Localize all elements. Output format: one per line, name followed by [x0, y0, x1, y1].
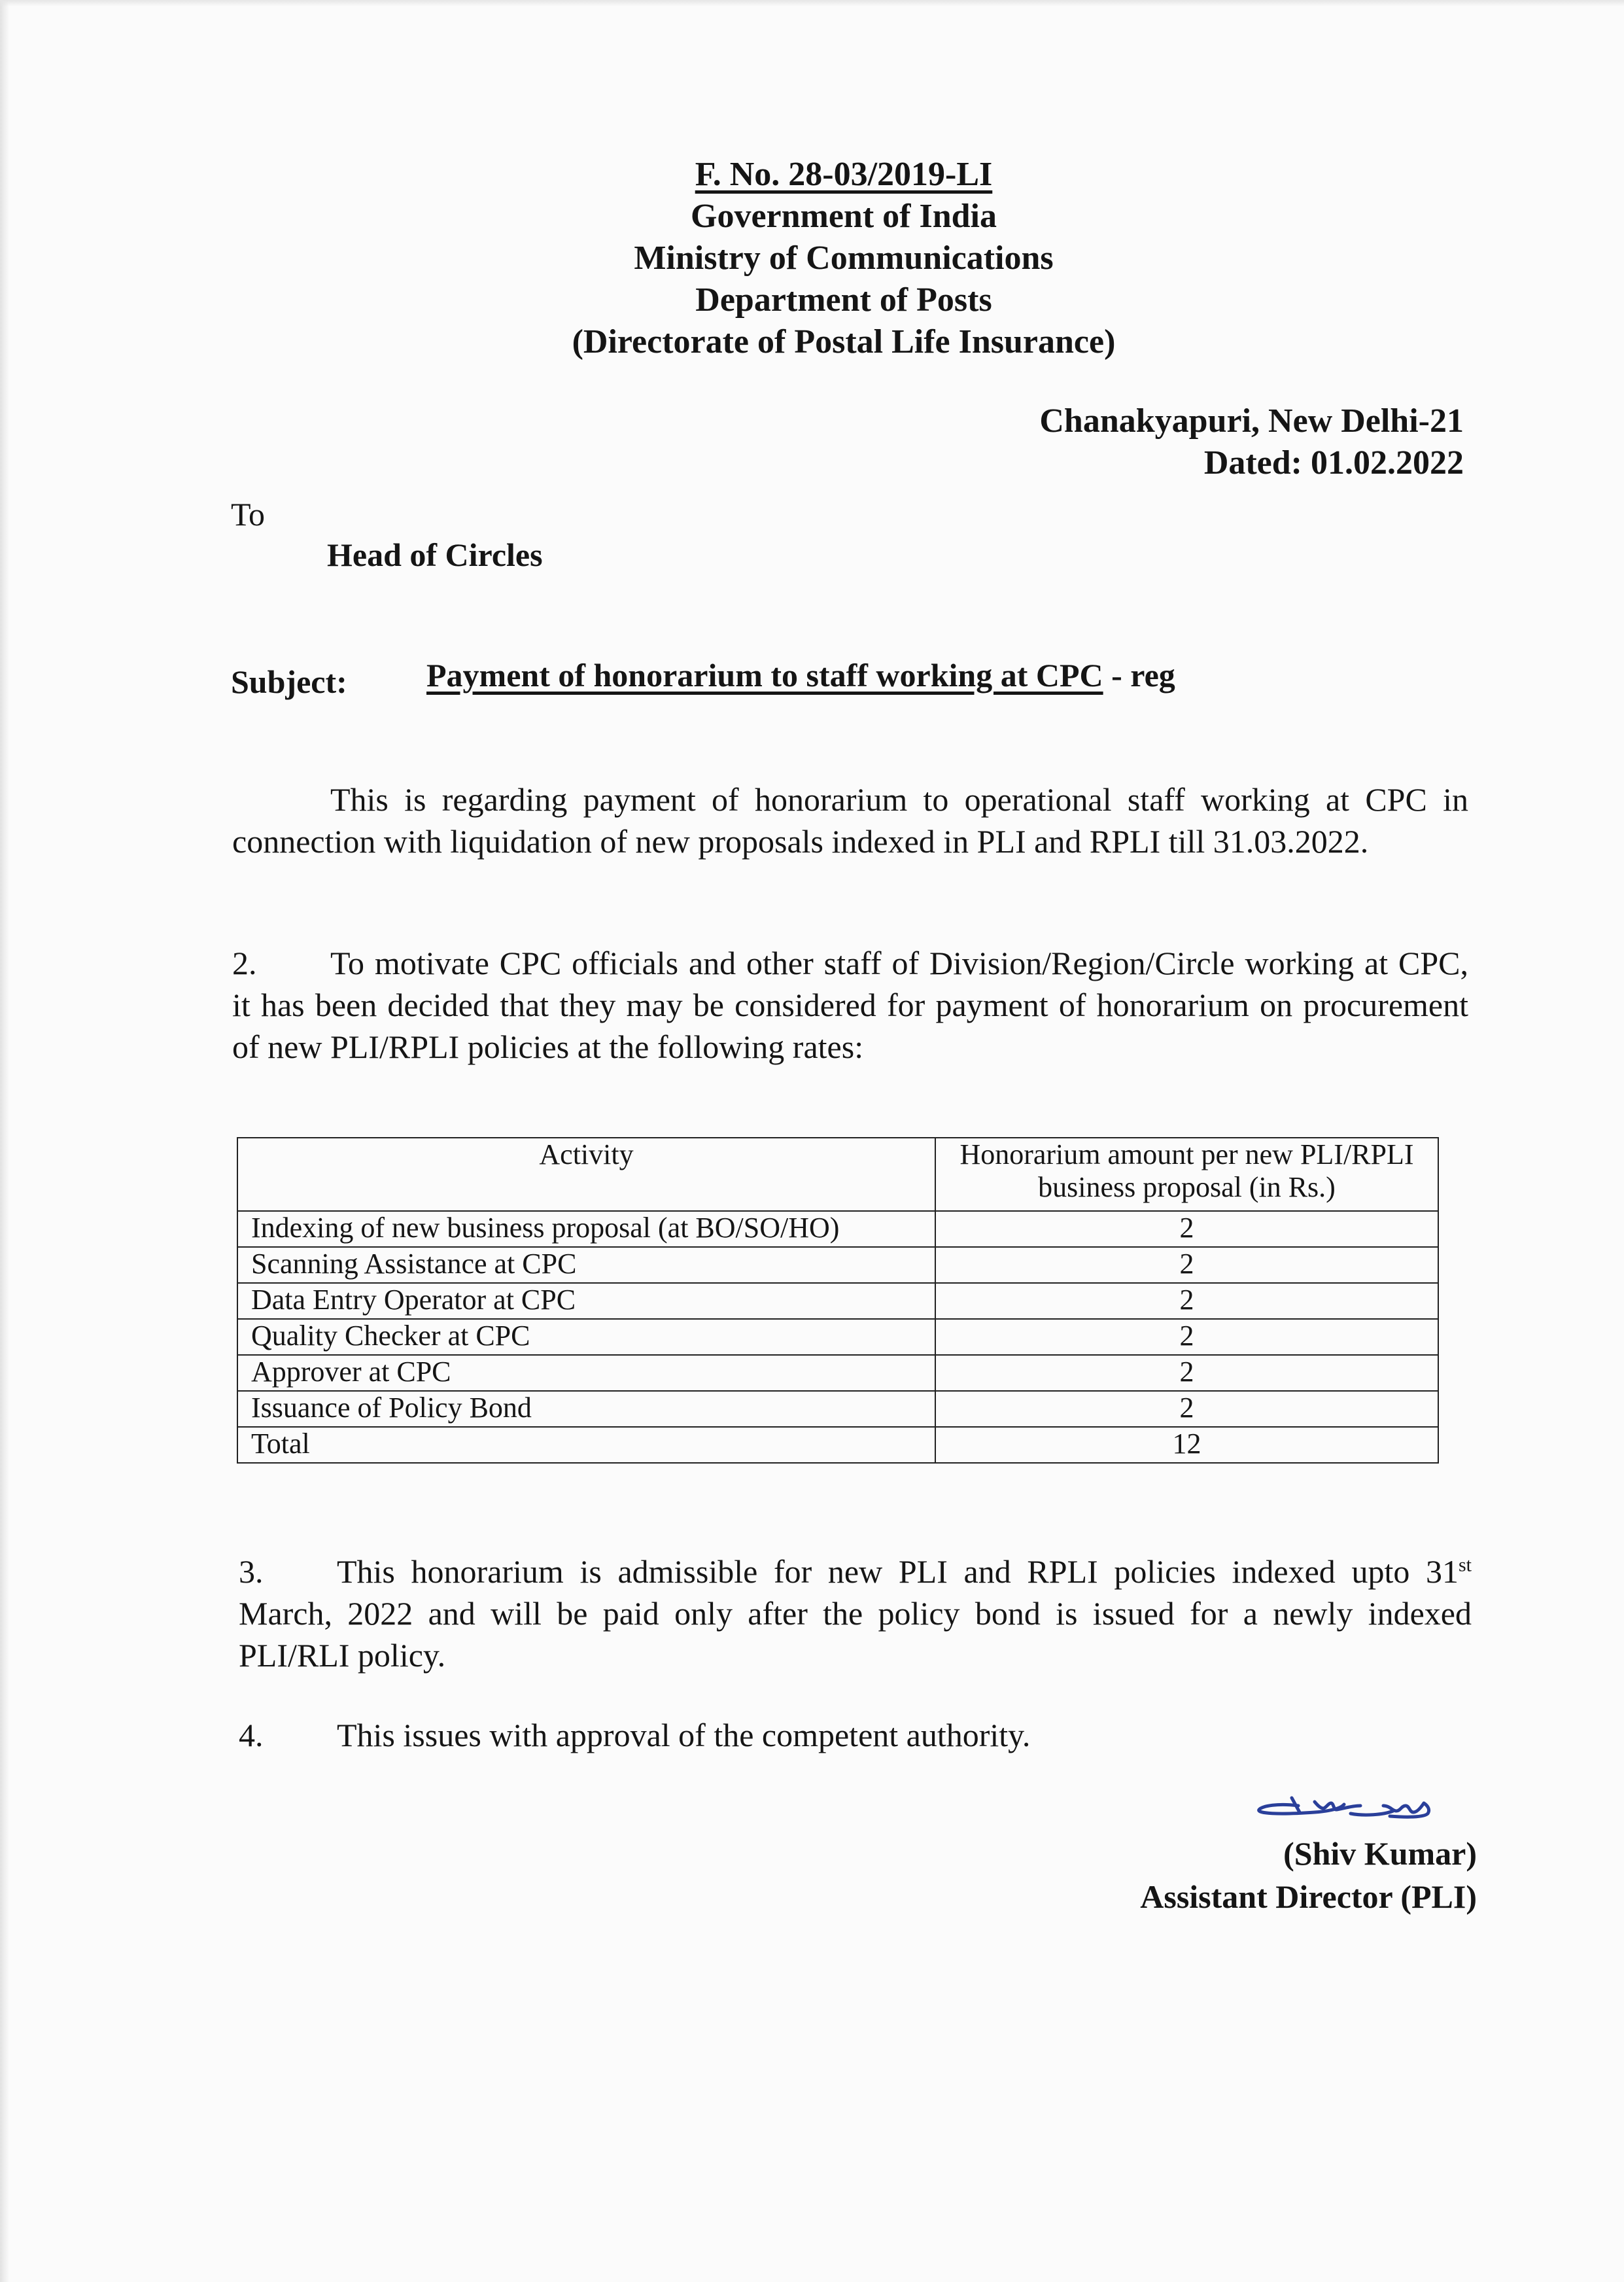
cell-activity: Data Entry Operator at CPC: [237, 1283, 935, 1319]
table-row: [237, 1211, 1438, 1247]
scan-shadow-left: [0, 0, 9, 2282]
cell-activity: Issuance of Policy Bond: [237, 1391, 935, 1427]
table-total-row: [237, 1427, 1438, 1463]
paragraph-4-number: 4.: [239, 1717, 264, 1753]
table-row: [237, 1391, 1438, 1427]
cell-amount: 2: [935, 1247, 1438, 1283]
cell-amount: 2: [935, 1391, 1438, 1427]
scan-shadow-top: [0, 0, 1624, 7]
subject-text: Payment of honorarium to staff working at CPC: [426, 657, 1103, 693]
to-label: To: [231, 496, 266, 533]
paragraph-4-text: This issues with approval of the competent authority.: [337, 1717, 1031, 1753]
letter-header: [458, 154, 1230, 363]
table-header-row: [237, 1138, 1438, 1211]
file-number: F. No. 28-03/2019-LI: [695, 156, 993, 193]
directorate-name: (Directorate of Postal Life Insurance): [572, 323, 1116, 360]
cell-amount: 2: [935, 1283, 1438, 1319]
cell-total-amount: 12: [935, 1427, 1438, 1463]
cell-activity: Scanning Assistance at CPC: [237, 1247, 935, 1283]
honorarium-rates-table: [237, 1137, 1439, 1464]
paragraph-2-number: 2.: [232, 945, 257, 981]
addressee: Head of Circles: [327, 536, 543, 573]
header-activity: Activity: [237, 1138, 935, 1211]
header-amount: Honorarium amount per new PLI/RPLI business proposal (in Rs.): [935, 1138, 1438, 1211]
date: Dated: 01.02.2022: [1203, 444, 1464, 482]
cell-activity: Quality Checker at CPC: [237, 1319, 935, 1355]
paragraph-3-superscript: st: [1458, 1554, 1472, 1576]
subject-suffix: - reg: [1103, 657, 1175, 693]
handwritten-signature: [1253, 1786, 1449, 1832]
paragraph-3-text-b: March, 2022 and will be paid only after the policy bond is issued for a newly indexed PLI/RLI policy.: [239, 1595, 1472, 1674]
paragraph-3-number: 3.: [239, 1553, 264, 1590]
subject-label: Subject:: [231, 663, 347, 700]
place: Chanakyapuri, New Delhi-21: [1039, 402, 1464, 440]
paragraph-2: [232, 942, 1468, 1068]
cell-amount: 2: [935, 1355, 1438, 1391]
paragraph-3-text-a: This honorarium is admissible for new PLI and RPLI policies indexed upto 31: [337, 1553, 1459, 1590]
table-row: [237, 1355, 1438, 1391]
subject-line: [426, 654, 1175, 696]
paragraph-4: [239, 1714, 1472, 1756]
signatory-block: [1140, 1832, 1477, 1918]
signatory-name: (Shiv Kumar): [1283, 1835, 1477, 1872]
cell-amount: 2: [935, 1211, 1438, 1247]
department-name: Department of Posts: [695, 281, 992, 319]
paragraph-1: This is regarding payment of honorarium to operational staff working at CPC in connection with liquidation of new proposals indexed in PLI and RPLI till 31.03.2022.: [232, 781, 1468, 860]
signatory-designation: Assistant Director (PLI): [1140, 1878, 1477, 1915]
ministry-name: Ministry of Communications: [634, 239, 1054, 277]
government-name: Government of India: [691, 198, 997, 235]
paragraph-2-text: To motivate CPC officials and other staff of Division/Region/Circle working at CPC, it has been decided that they may be considered for payment of honorarium on procurement of new PLI/RPLI policies at the following rates:: [232, 945, 1468, 1065]
cell-amount: 2: [935, 1319, 1438, 1355]
table-row: [237, 1319, 1438, 1355]
place-and-date: [1039, 400, 1464, 484]
cell-activity: Indexing of new business proposal (at BO/SO/HO): [237, 1211, 935, 1247]
table-row: [237, 1283, 1438, 1319]
cell-total-label: Total: [237, 1427, 935, 1463]
table-row: [237, 1247, 1438, 1283]
paragraph-3: [239, 1551, 1472, 1676]
cell-activity: Approver at CPC: [237, 1355, 935, 1391]
